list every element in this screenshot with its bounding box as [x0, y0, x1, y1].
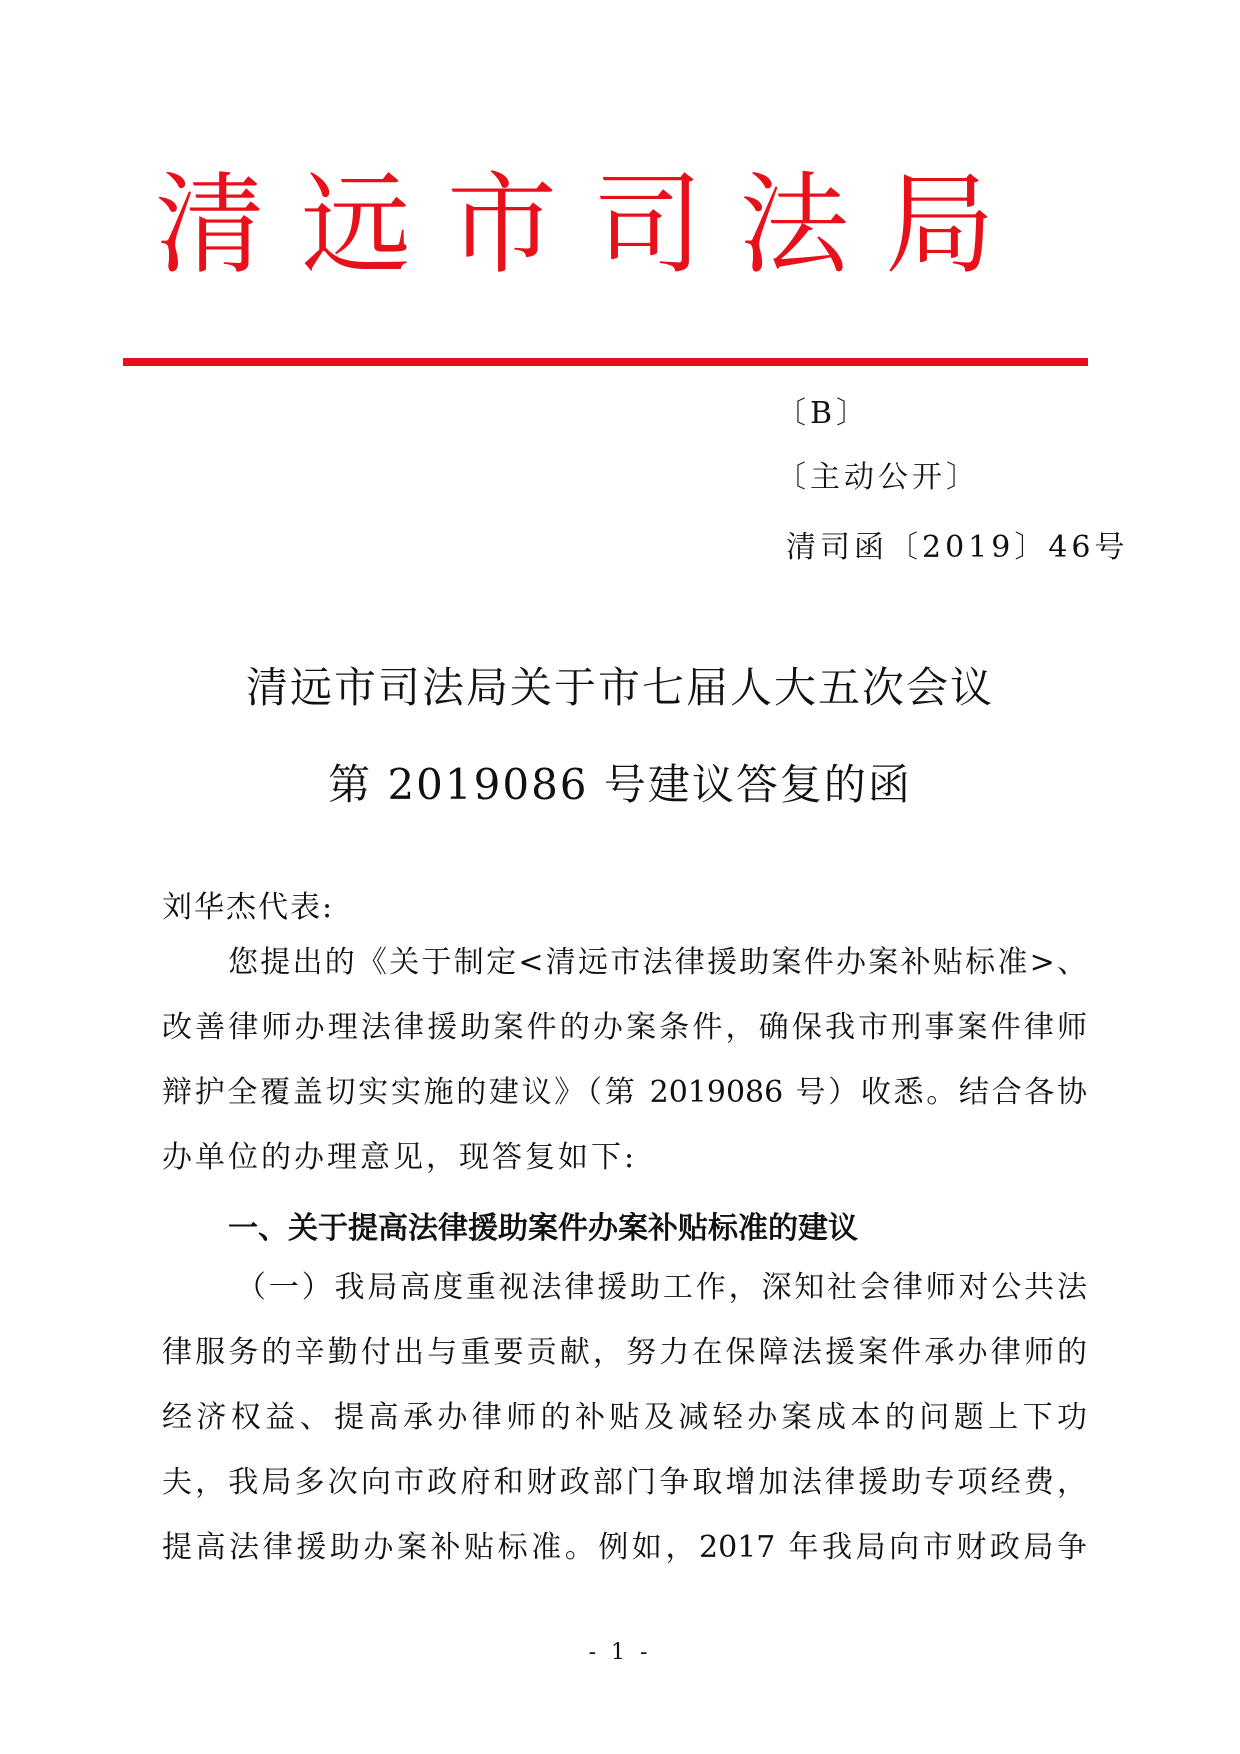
paragraph-line: 改善律师办理法律援助案件的办案条件，确保我市刑事案件律师	[162, 1010, 1087, 1045]
salutation: 刘华杰代表:	[162, 890, 335, 925]
paragraph-line: 您提出的《关于制定<清远市法律援助案件办案补贴标准>、	[228, 945, 1087, 980]
page-number: - 1 -	[588, 1640, 652, 1665]
document-title-line-1: 清远市司法局关于市七届人大五次会议	[245, 663, 994, 712]
paragraph-line: 辩护全覆盖切实实施的建议》（第 2019086 号）收悉。结合各协	[162, 1075, 1087, 1110]
letterhead-red-rule	[123, 358, 1088, 366]
paragraph-line: 律服务的辛勤付出与重要贡献，努力在保障法援案件承办律师的	[162, 1335, 1087, 1370]
paragraph-line: 提高法律援助办案补贴标准。例如，2017 年我局向市财政局争	[162, 1530, 1087, 1565]
paragraph-line: 经济权益、提高承办律师的补贴及减轻办案成本的问题上下功	[162, 1400, 1087, 1435]
section-heading: 一、关于提高法律援助案件办案补贴标准的建议	[228, 1211, 858, 1246]
disclosure-status: 〔主动公开〕	[776, 460, 980, 495]
document-title-line-2: 第 2019086 号建议答复的函	[328, 760, 912, 809]
document-number: 清司函〔2019〕46号	[786, 530, 1129, 565]
paragraph-line: 办单位的办理意见，现答复如下:	[162, 1140, 638, 1175]
paragraph-line: 夫，我局多次向市政府和财政部门争取增加法律援助专项经费，	[162, 1465, 1087, 1500]
paragraph-line: （一）我局高度重视法律援助工作，深知社会律师对公共法	[236, 1270, 1087, 1305]
agency-letterhead-title: 清远市司法局	[155, 161, 1031, 289]
classification-level: 〔B〕	[776, 396, 871, 431]
